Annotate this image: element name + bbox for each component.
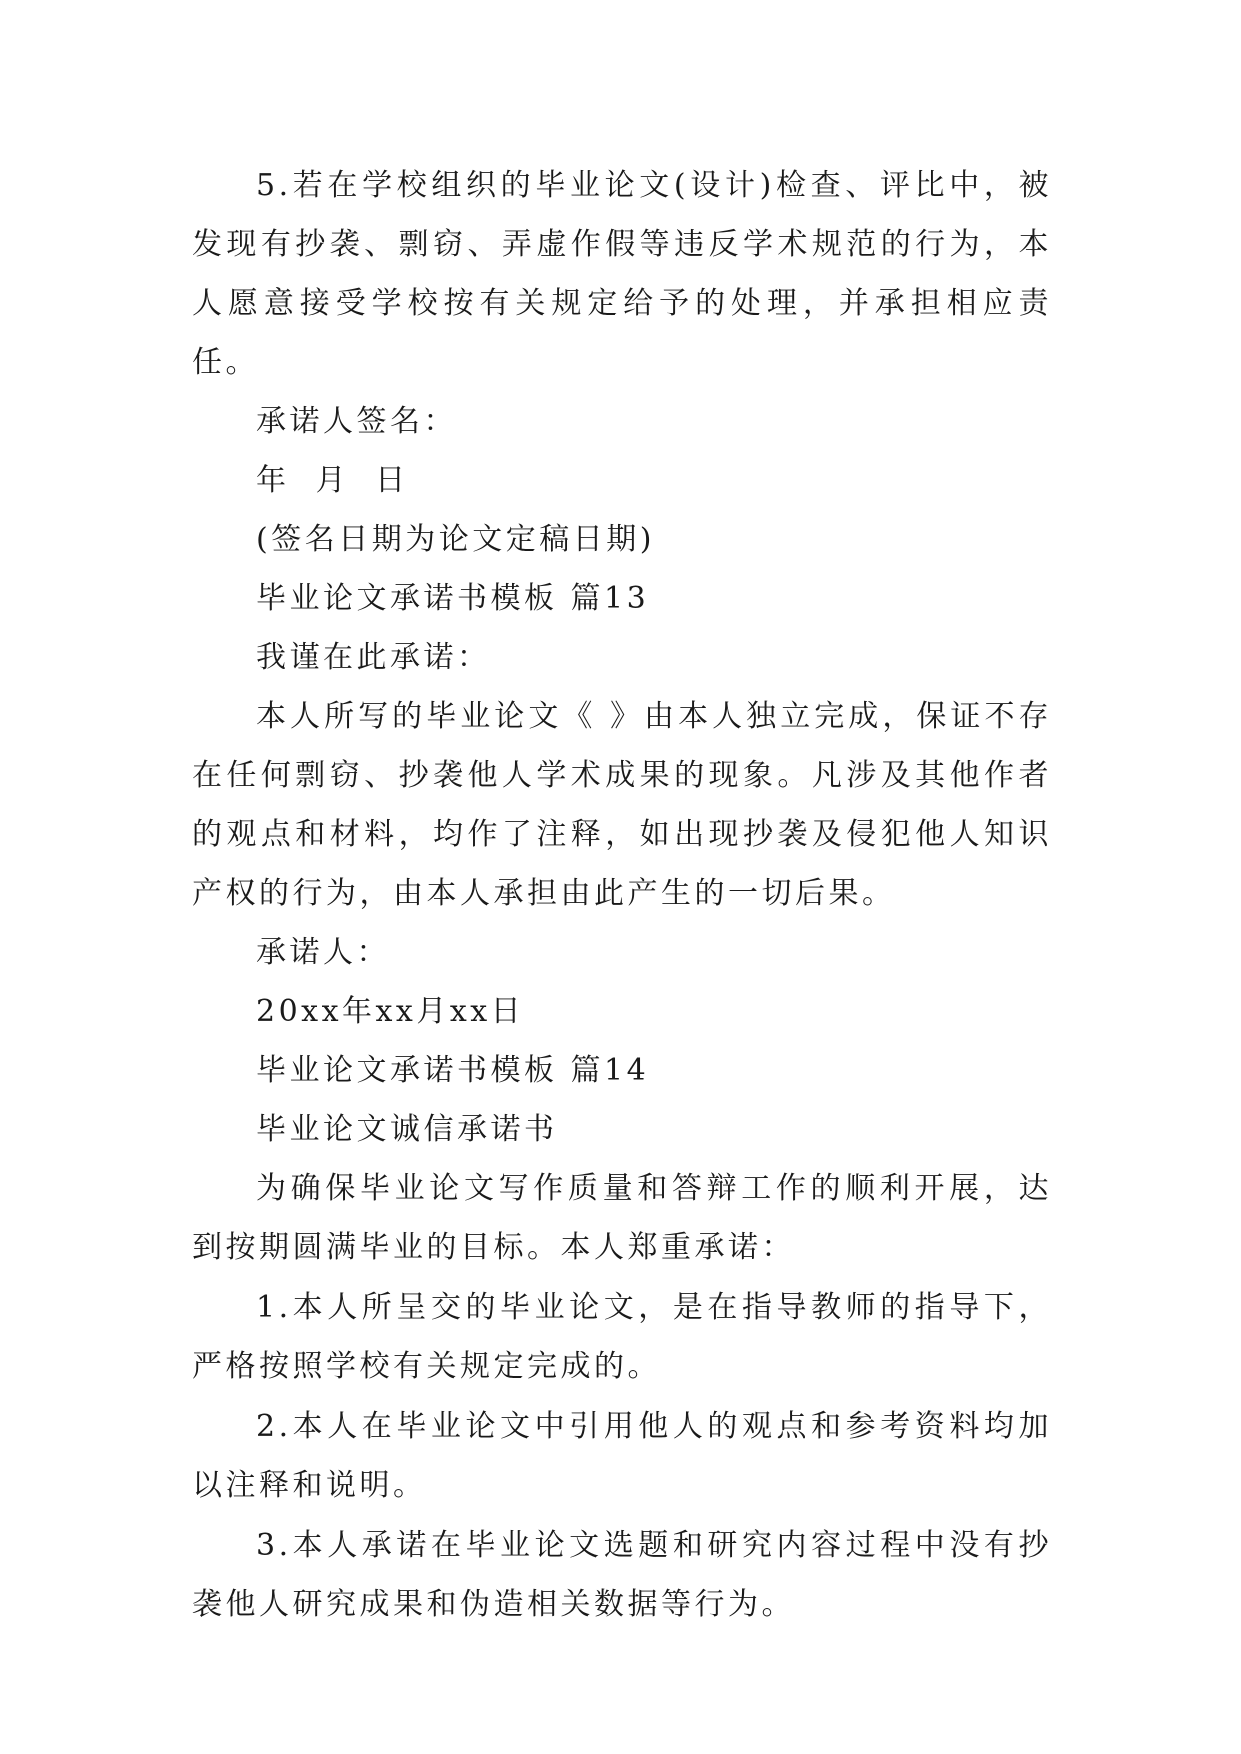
- intro-paragraph: 为确保毕业论文写作质量和答辩工作的顺利开展，达到按期圆满毕业的目标。本人郑重承诺：: [192, 1171, 1052, 1265]
- list-item-2: 2.本人在毕业论文中引用他人的观点和参考资料均加以注释和说明。: [192, 1409, 1052, 1503]
- document-body: [192, 156, 1052, 1634]
- section-heading-14: 毕业论文承诺书模板 篇14: [256, 1053, 650, 1088]
- promise-intro: 我谨在此承诺：: [256, 640, 491, 675]
- promise-body: 本人所写的毕业论文《 》由本人独立完成，保证不存在任何剽窃、抄袭他人学术成果的现象。凡涉及其他作者的观点和材料，均作了注释，如出现抄袭及侵犯他人知识产权的行为，由本人承担由此产生的一切后果。: [192, 699, 1052, 911]
- section-heading-13: 毕业论文承诺书模板 篇13: [256, 581, 650, 616]
- date-placeholder: 年 月 日: [256, 463, 409, 498]
- list-item-1: 1.本人所呈交的毕业论文，是在指导教师的指导下，严格按照学校有关规定完成的。: [192, 1290, 1052, 1384]
- signature-label: 承诺人签名：: [256, 404, 457, 439]
- promisor-label: 承诺人：: [256, 935, 390, 970]
- paragraph-item-5: 5.若在学校组织的毕业论文(设计)检查、评比中，被发现有抄袭、剽窃、弄虚作假等违反学术规范的行为，本人愿意接受学校按有关规定给予的处理，并承担相应责任。: [192, 168, 1052, 380]
- date-note: (签名日期为论文定稿日期): [256, 522, 655, 557]
- document-title: 毕业论文诚信承诺书: [256, 1112, 558, 1147]
- promise-date: 20xx年xx月xx日: [256, 994, 525, 1029]
- list-item-3: 3.本人承诺在毕业论文选题和研究内容过程中没有抄袭他人研究成果和伪造相关数据等行为。: [192, 1528, 1052, 1622]
